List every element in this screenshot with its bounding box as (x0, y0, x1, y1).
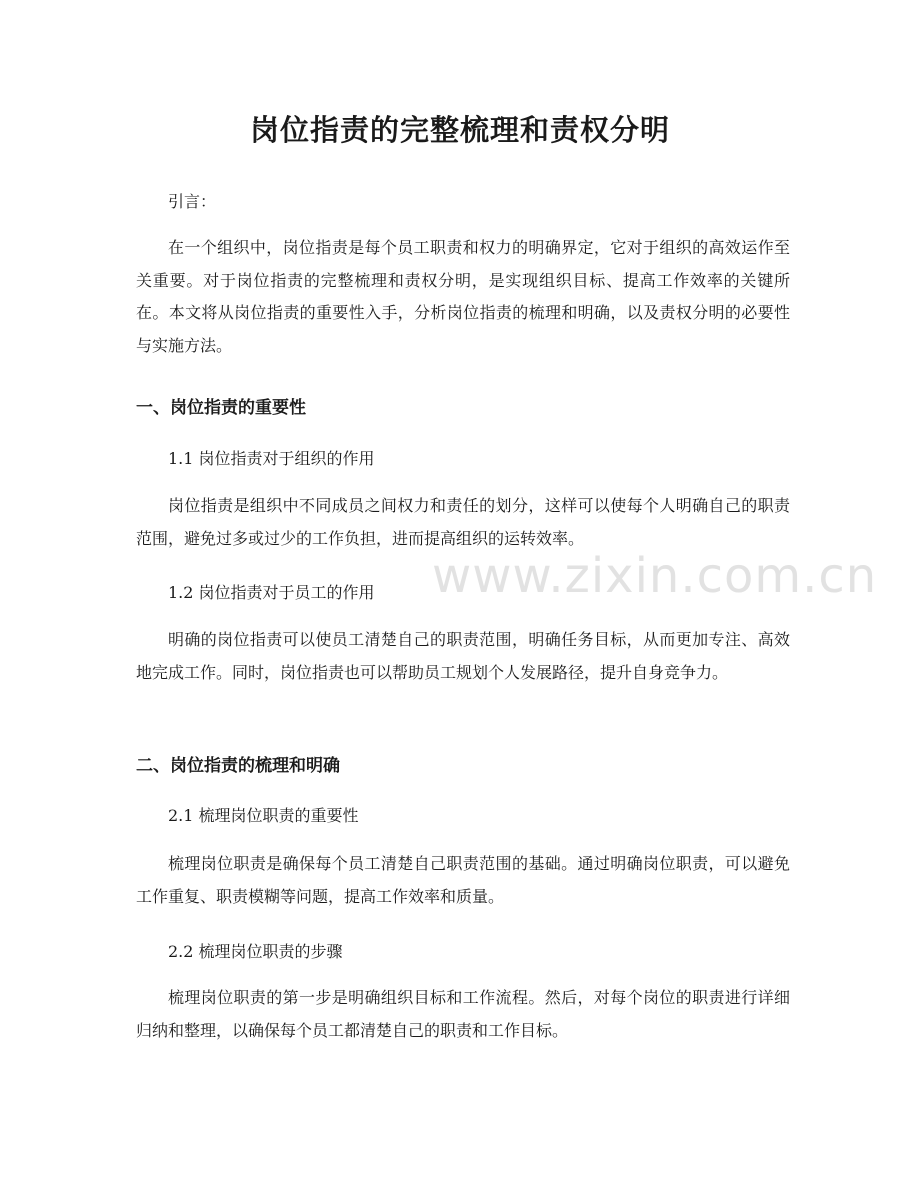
paragraph-2-1: 梳理岗位职责是确保每个员工清楚自己职责范围的基础。通过明确岗位职责，可以避免工作重复、职责模糊等问题，提高工作效率和质量。 (136, 854, 790, 906)
watermark: www.zixin.com.cn (432, 548, 878, 604)
subsection-title-2-2: 2.2 梳理岗位职责的步骤 (168, 942, 343, 961)
subsection-title-1-1: 1.1 岗位指责对于组织的作用 (168, 449, 375, 468)
section-heading-2: 二、岗位指责的梳理和明确 (136, 756, 340, 776)
subsection-title-1-2: 1.2 岗位指责对于员工的作用 (168, 583, 375, 602)
paragraph-2-2: 梳理岗位职责的第一步是明确组织目标和工作流程。然后，对每个岗位的职责进行详细归纳和整理，以确保每个员工都清楚自己的职责和工作目标。 (136, 988, 790, 1040)
intro-label: 引言： (168, 192, 217, 211)
paragraph-1-1: 岗位指责是组织中不同成员之间权力和责任的划分，这样可以使每个人明确自己的职责范围，避免过多或过少的工作负担，进而提高组织的运转效率。 (136, 496, 790, 548)
section-heading-1: 一、岗位指责的重要性 (136, 398, 306, 418)
intro-paragraph: 在一个组织中，岗位指责是每个员工职责和权力的明确界定，它对于组织的高效运作至关重要。对于岗位指责的完整梳理和责权分明，是实现组织目标、提高工作效率的关键所在。本文将从岗位指责的重要性入手，分析岗位指责的梳理和明确，以及责权分明的必要性与实施方法。 (136, 238, 790, 355)
subsection-title-2-1: 2.1 梳理岗位职责的重要性 (168, 806, 359, 825)
page-title: 岗位指责的完整梳理和责权分明 (249, 113, 670, 147)
paragraph-1-2: 明确的岗位指责可以使员工清楚自己的职责范围，明确任务目标，从而更加专注、高效地完成工作。同时，岗位指责也可以帮助员工规划个人发展路径，提升自身竞争力。 (136, 630, 790, 682)
